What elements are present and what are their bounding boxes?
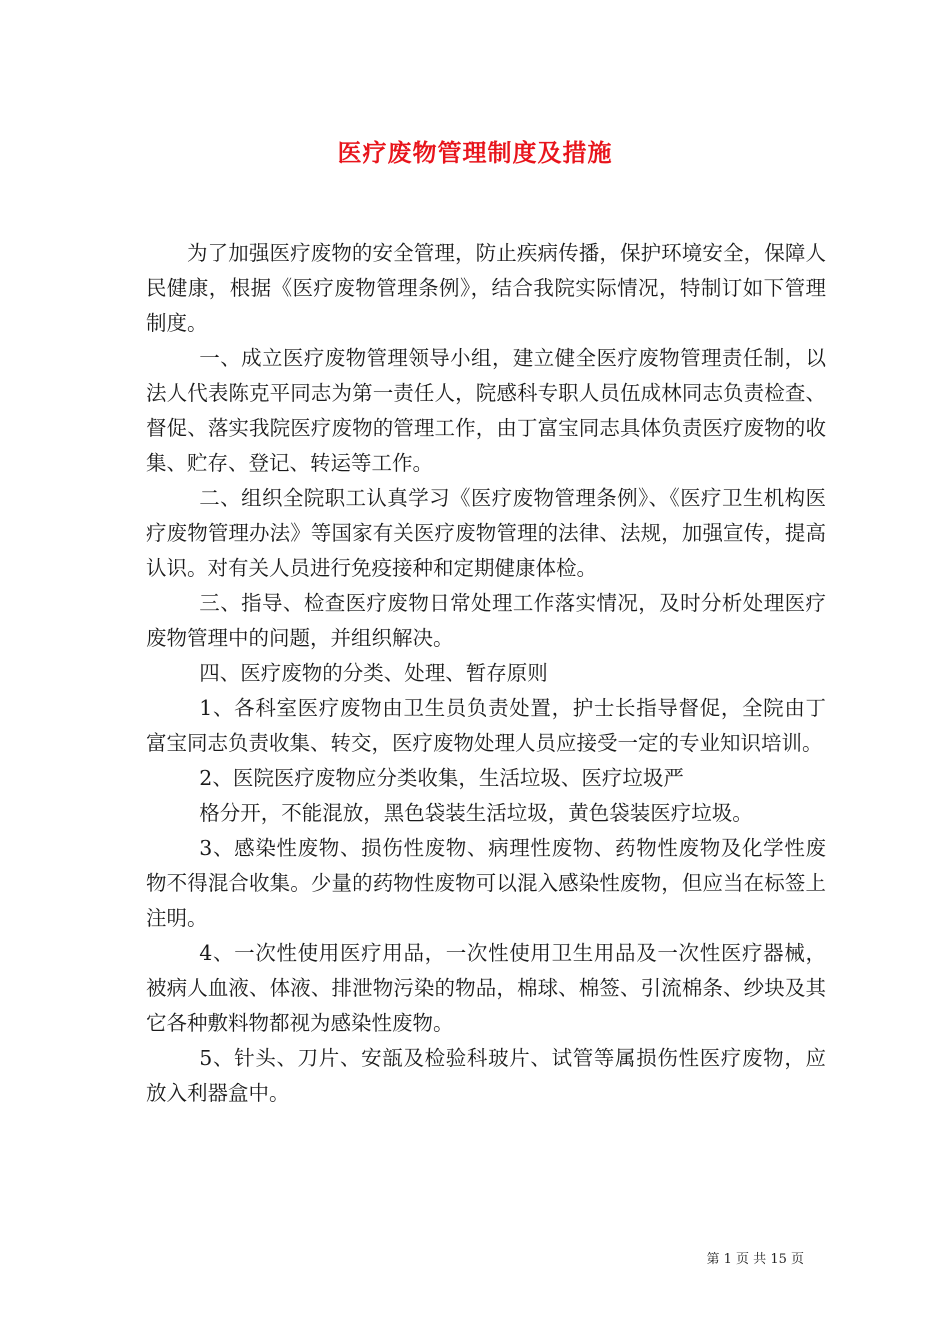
paragraph-item-4: 4、一次性使用医疗用品，一次性使用卫生用品及一次性医疗器械，被病人血液、体液、排泄物污染的物品，棉球、棉签、引流棉条、纱块及其它各种敷料物都视为感染性废物。 — [146, 941, 826, 1035]
paragraph-item-2-continued: 格分开，不能混放，黑色袋装生活垃圾，黄色袋装医疗垃圾。 — [199, 801, 753, 825]
paragraph-item-5: 5、针头、刀片、安瓿及检验科玻片、试管等属损伤性医疗废物，应放入利器盒中。 — [146, 1046, 826, 1105]
document-title: 医疗废物管理制度及措施 — [337, 138, 613, 167]
paragraph-item-2: 2、医院医疗废物应分类收集，生活垃圾、医疗垃圾严 — [199, 766, 684, 790]
paragraph-section-3: 三、指导、检查医疗废物日常处理工作落实情况，及时分析处理医疗废物管理中的问题，并组织解决。 — [146, 591, 826, 650]
paragraph-intro: 为了加强医疗废物的安全管理，防止疾病传播，保护环境安全，保障人民健康，根据《医疗废物管理条例》，结合我院实际情况，特制订如下管理制度。 — [146, 241, 826, 335]
document-body — [146, 236, 826, 1111]
paragraph-section-1: 一、成立医疗废物管理领导小组，建立健全医疗废物管理责任制，以法人代表陈克平同志为第一责任人，院感科专职人员伍成林同志负责检查、督促、落实我院医疗废物的管理工作，由丁富宝同志具体负责医疗废物的收集、贮存、登记、转运等工作。 — [146, 346, 826, 475]
paragraph-section-4-heading: 四、医疗废物的分类、处理、暂存原则 — [199, 661, 548, 685]
paragraph-section-2: 二、组织全院职工认真学习《医疗废物管理条例》、《医疗卫生机构医疗废物管理办法》等国家有关医疗废物管理的法律、法规，加强宣传，提高认识。对有关人员进行免疫接种和定期健康体检。 — [146, 486, 826, 580]
paragraph-item-1: 1、各科室医疗废物由卫生员负责处置，护士长指导督促，全院由丁富宝同志负责收集、转交，医疗废物处理人员应接受一定的专业知识培训。 — [146, 696, 826, 755]
page-number-footer: 第 1 页 共 15 页 — [706, 1252, 804, 1267]
paragraph-item-3: 3、感染性废物、损伤性废物、病理性废物、药物性废物及化学性废物不得混合收集。少量的药物性废物可以混入感染性废物，但应当在标签上注明。 — [146, 836, 826, 930]
